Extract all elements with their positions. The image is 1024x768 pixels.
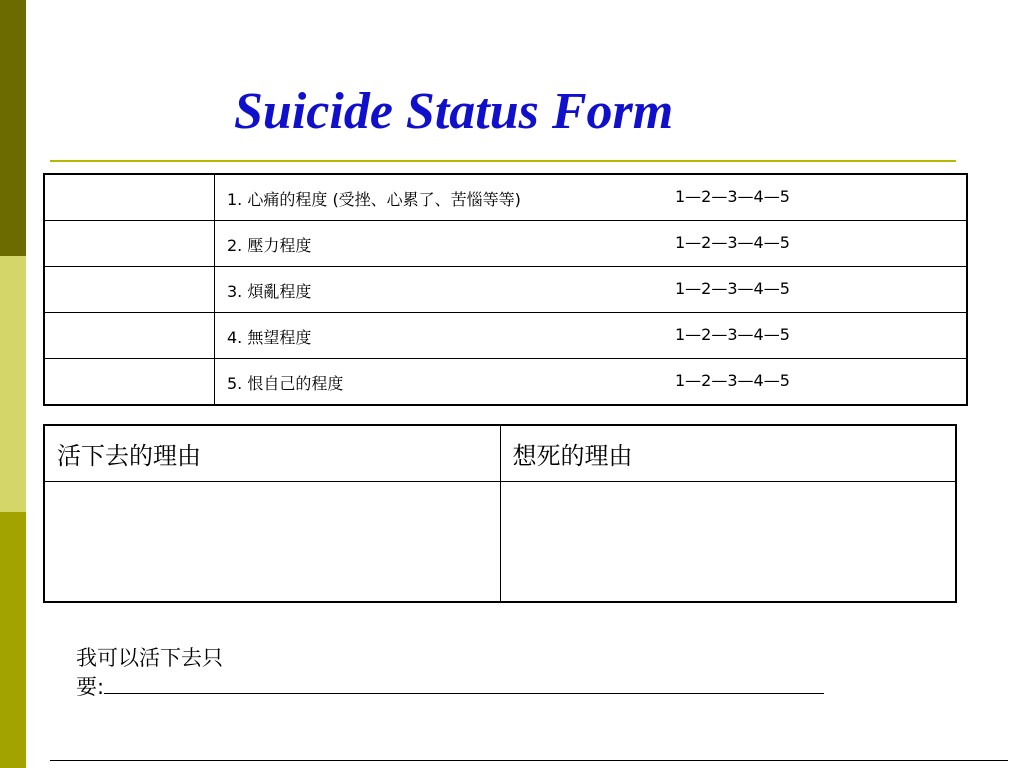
rating-label: 2. 壓力程度 — [227, 236, 312, 255]
sidebar-segment-bottom — [0, 512, 26, 768]
rating-item — [215, 221, 968, 267]
reasons-table — [43, 424, 957, 603]
rating-item — [215, 267, 968, 313]
rating-label: 1. 心痛的程度 (受挫、心累了、苦惱等等) — [227, 190, 521, 209]
bottom-blank-line[interactable] — [50, 760, 1008, 761]
rating-score-cell[interactable] — [44, 221, 215, 267]
rating-table — [43, 173, 968, 406]
sidebar-segment-middle — [0, 256, 26, 512]
reasons-to-live-header: 活下去的理由 — [44, 425, 500, 482]
rating-scale: 1—2—3—4—5 — [675, 279, 790, 298]
rating-row — [44, 313, 967, 359]
rating-item — [215, 174, 968, 221]
sidebar-segment-top — [0, 0, 26, 256]
live-condition — [76, 645, 856, 701]
reasons-to-die-header: 想死的理由 — [500, 425, 956, 482]
rating-label: 4. 無望程度 — [227, 328, 312, 347]
reasons-to-die-cell[interactable] — [500, 482, 956, 603]
rating-row — [44, 359, 967, 406]
live-condition-line2-wrap — [76, 672, 856, 701]
rating-score-cell[interactable] — [44, 267, 215, 313]
rating-score-cell[interactable] — [44, 359, 215, 406]
rating-label: 5. 恨自己的程度 — [227, 374, 344, 393]
rating-scale: 1—2—3—4—5 — [675, 233, 790, 252]
live-condition-line1: 我可以活下去只 — [76, 646, 223, 670]
reasons-header-row — [44, 425, 956, 482]
reasons-body-row — [44, 482, 956, 603]
page-title: Suicide Status Form — [234, 83, 674, 140]
rating-row — [44, 221, 967, 267]
rating-row — [44, 267, 967, 313]
rating-row — [44, 174, 967, 221]
rating-item — [215, 313, 968, 359]
rating-score-cell[interactable] — [44, 174, 215, 221]
live-condition-line2: 要: — [76, 675, 105, 699]
title-divider — [50, 160, 956, 162]
live-condition-blank[interactable] — [104, 672, 824, 694]
rating-label: 3. 煩亂程度 — [227, 282, 312, 301]
reasons-to-live-cell[interactable] — [44, 482, 500, 603]
rating-scale: 1—2—3—4—5 — [675, 325, 790, 344]
rating-score-cell[interactable] — [44, 313, 215, 359]
sidebar-decoration — [0, 0, 26, 768]
rating-scale: 1—2—3—4—5 — [675, 371, 790, 390]
rating-scale: 1—2—3—4—5 — [675, 187, 790, 206]
rating-item — [215, 359, 968, 406]
